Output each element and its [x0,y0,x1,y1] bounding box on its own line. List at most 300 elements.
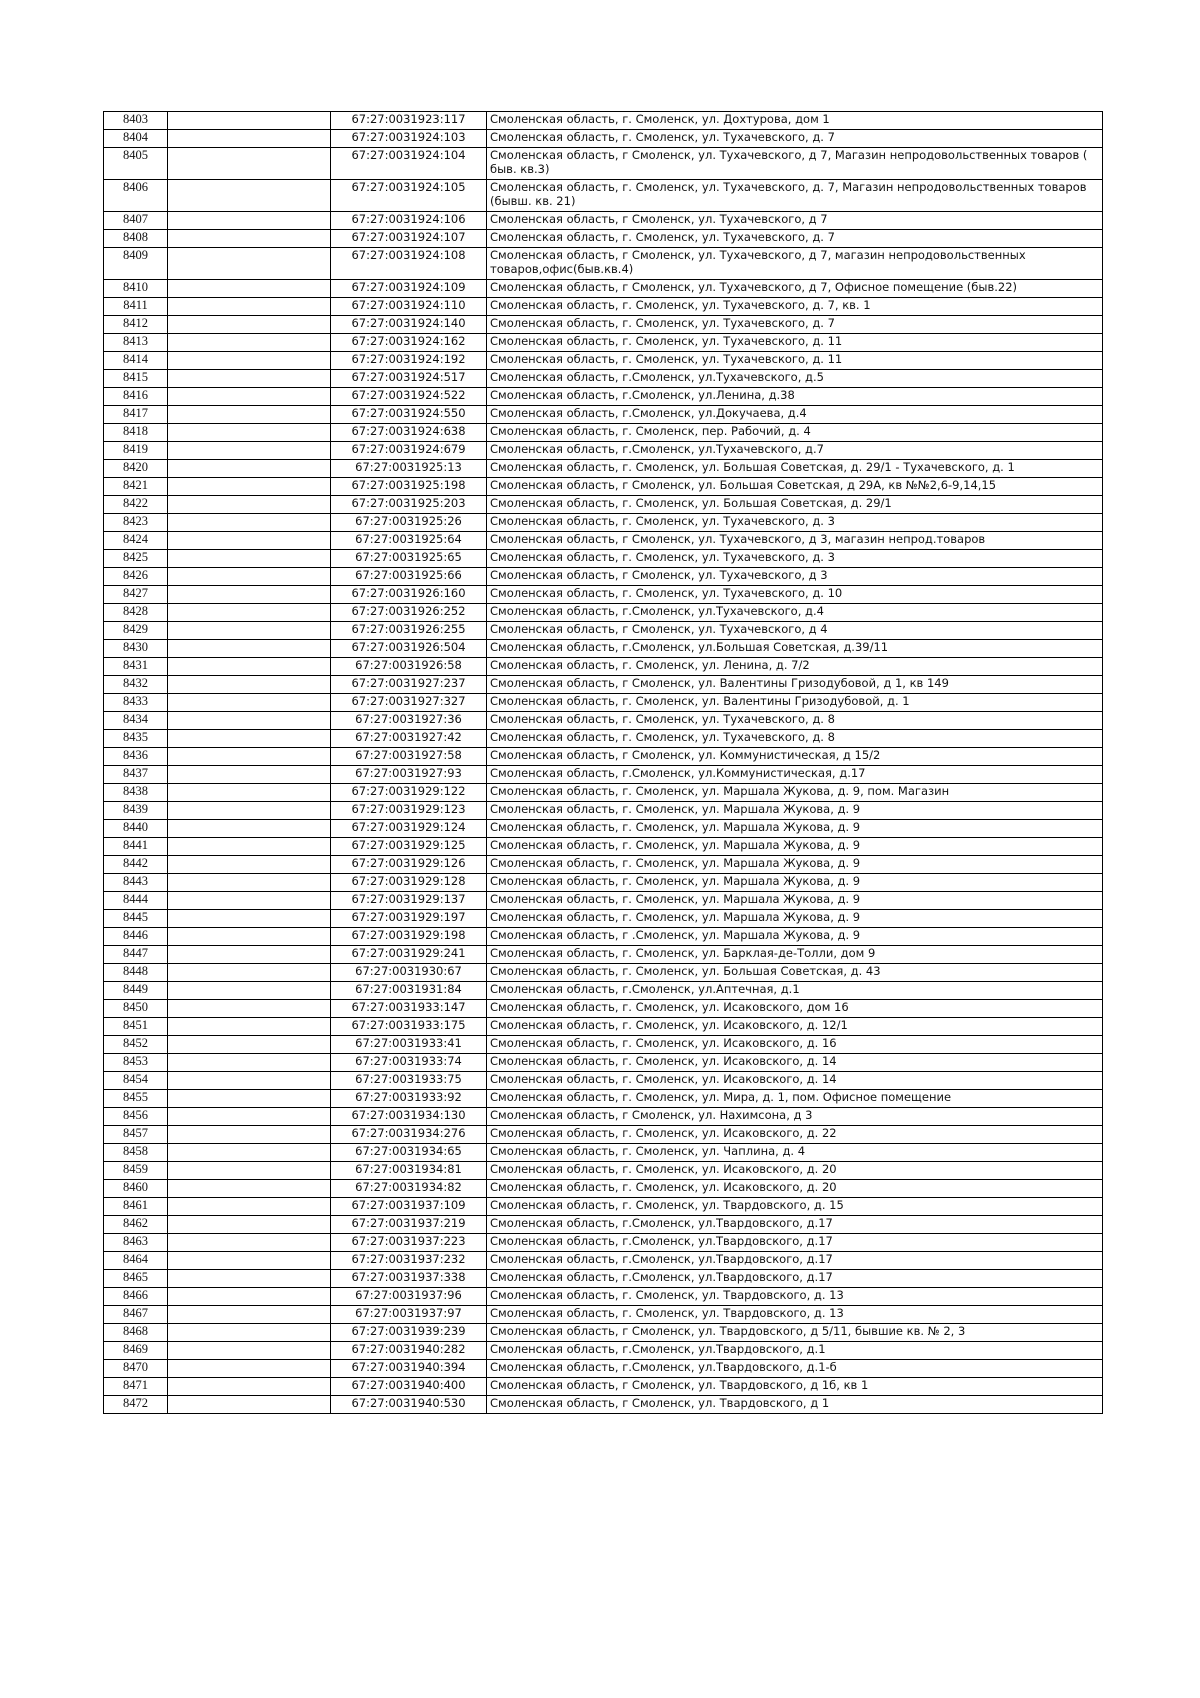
empty-cell [168,212,331,230]
cadastral-number-cell: 67:27:0031924:522 [331,388,487,406]
row-number-cell: 8414 [104,352,168,370]
address-cell: Смоленская область, г. Смоленск, ул. Маршала Жукова, д. 9 [487,910,1103,928]
row-number-cell: 8460 [104,1180,168,1198]
table-row [104,748,1103,766]
table-row [104,352,1103,370]
cadastral-number-cell: 67:27:0031924:638 [331,424,487,442]
address-cell: Смоленская область, г. Смоленск, ул. Большая Советская, д. 29/1 [487,496,1103,514]
row-number-cell: 8445 [104,910,168,928]
row-number-cell: 8438 [104,784,168,802]
table-row [104,658,1103,676]
table-row [104,730,1103,748]
row-number-cell: 8461 [104,1198,168,1216]
empty-cell [168,1018,331,1036]
row-number-cell: 8407 [104,212,168,230]
address-cell: Смоленская область, г.Смоленск, ул.Большая Советская, д.39/11 [487,640,1103,658]
row-number-cell: 8432 [104,676,168,694]
cadastral-number-cell: 67:27:0031933:147 [331,1000,487,1018]
address-cell: Смоленская область, г. Смоленск, ул. Тухачевского, д. 11 [487,352,1103,370]
address-cell: Смоленская область, г. Смоленск, ул. Мира, д. 1, пом. Офисное помещение [487,1090,1103,1108]
table-row [104,676,1103,694]
empty-cell [168,1180,331,1198]
empty-cell [168,568,331,586]
address-cell: Смоленская область, г. Смоленск, ул. Большая Советская, д. 29/1 - Тухачевского, д. 1 [487,460,1103,478]
table-row [104,130,1103,148]
table-row [104,1396,1103,1414]
address-cell: Смоленская область, г.Смоленск, ул.Твардовского, д.1-б [487,1360,1103,1378]
address-cell: Смоленская область, г Смоленск, ул. Тухачевского, д 7 [487,212,1103,230]
address-cell: Смоленская область, г. Смоленск, ул. Дохтурова, дом 1 [487,112,1103,130]
cadastral-number-cell: 67:27:0031926:255 [331,622,487,640]
empty-cell [168,1306,331,1324]
row-number-cell: 8403 [104,112,168,130]
empty-cell [168,856,331,874]
table-row [104,568,1103,586]
empty-cell [168,1126,331,1144]
row-number-cell: 8419 [104,442,168,460]
cadastral-number-cell: 67:27:0031933:74 [331,1054,487,1072]
address-cell: Смоленская область, г Смоленск, ул. Валентины Гризодубовой, д 1, кв 149 [487,676,1103,694]
table-row [104,694,1103,712]
table-row [104,1072,1103,1090]
table-row [104,1054,1103,1072]
cadastral-number-cell: 67:27:0031940:400 [331,1378,487,1396]
address-cell: Смоленская область, г.Смоленск, ул.Тухачевского, д.5 [487,370,1103,388]
empty-cell [168,112,331,130]
table-row [104,1126,1103,1144]
cadastral-number-cell: 67:27:0031933:92 [331,1090,487,1108]
cadastral-number-cell: 67:27:0031940:282 [331,1342,487,1360]
empty-cell [168,910,331,928]
table-row [104,622,1103,640]
empty-cell [168,640,331,658]
row-number-cell: 8454 [104,1072,168,1090]
row-number-cell: 8452 [104,1036,168,1054]
cadastral-number-cell: 67:27:0031924:105 [331,180,487,212]
cadastral-number-cell: 67:27:0031929:198 [331,928,487,946]
empty-cell [168,1252,331,1270]
empty-cell [168,748,331,766]
row-number-cell: 8447 [104,946,168,964]
address-cell: Смоленская область, г.Смоленск, ул.Твардовского, д.17 [487,1234,1103,1252]
table-row [104,148,1103,180]
address-cell: Смоленская область, г Смоленск, ул. Твардовского, д 5/11, бывшие кв. № 2, 3 [487,1324,1103,1342]
empty-cell [168,946,331,964]
cadastral-number-cell: 67:27:0031929:122 [331,784,487,802]
empty-cell [168,838,331,856]
cadastral-number-cell: 67:27:0031937:338 [331,1270,487,1288]
address-cell: Смоленская область, г. Смоленск, ул. Исаковского, д. 14 [487,1072,1103,1090]
row-number-cell: 8440 [104,820,168,838]
address-cell: Смоленская область, г. Смоленск, ул. Тухачевского, д. 11 [487,334,1103,352]
address-cell: Смоленская область, г. Смоленск, ул. Маршала Жукова, д. 9 [487,802,1103,820]
table-row [104,1000,1103,1018]
table-row [104,1036,1103,1054]
row-number-cell: 8448 [104,964,168,982]
cadastral-number-cell: 67:27:0031925:198 [331,478,487,496]
cadastral-number-cell: 67:27:0031929:125 [331,838,487,856]
address-cell: Смоленская область, г.Смоленск, ул.Ленина, д.38 [487,388,1103,406]
cadastral-number-cell: 67:27:0031937:219 [331,1216,487,1234]
address-cell: Смоленская область, г Смоленск, ул. Твардовского, д 1 [487,1396,1103,1414]
row-number-cell: 8405 [104,148,168,180]
row-number-cell: 8411 [104,298,168,316]
empty-cell [168,982,331,1000]
table-row [104,1234,1103,1252]
address-cell: Смоленская область, г. Смоленск, ул. Маршала Жукова, д. 9 [487,874,1103,892]
cadastral-number-cell: 67:27:0031924:679 [331,442,487,460]
empty-cell [168,230,331,248]
cadastral-number-cell: 67:27:0031926:160 [331,586,487,604]
table-row [104,112,1103,130]
address-cell: Смоленская область, г. Смоленск, ул. Маршала Жукова, д. 9 [487,892,1103,910]
table-row [104,802,1103,820]
table-row [104,1306,1103,1324]
cadastral-number-cell: 67:27:0031924:517 [331,370,487,388]
row-number-cell: 8428 [104,604,168,622]
table-row [104,874,1103,892]
address-cell: Смоленская область, г. Смоленск, ул. Валентины Гризодубовой, д. 1 [487,694,1103,712]
table-row [104,1108,1103,1126]
cadastral-number-cell: 67:27:0031927:36 [331,712,487,730]
table-row [104,838,1103,856]
table-row [104,550,1103,568]
cadastral-number-cell: 67:27:0031937:109 [331,1198,487,1216]
row-number-cell: 8413 [104,334,168,352]
table-row [104,442,1103,460]
empty-cell [168,1054,331,1072]
row-number-cell: 8417 [104,406,168,424]
address-cell: Смоленская область, г.Смоленск, ул.Твардовского, д.17 [487,1270,1103,1288]
cadastral-number-cell: 67:27:0031925:26 [331,514,487,532]
address-cell: Смоленская область, г Смоленск, ул. Большая Советская, д 29А, кв №№2,6-9,14,15 [487,478,1103,496]
address-cell: Смоленская область, г. Смоленск, ул. Тухачевского, д. 7 [487,130,1103,148]
cadastral-number-cell: 67:27:0031924:550 [331,406,487,424]
row-number-cell: 8436 [104,748,168,766]
table-row [104,640,1103,658]
table-row [104,712,1103,730]
table-row [104,964,1103,982]
cadastral-number-cell: 67:27:0031926:58 [331,658,487,676]
property-table [103,111,1103,1414]
cadastral-number-cell: 67:27:0031924:109 [331,280,487,298]
cadastral-number-cell: 67:27:0031929:137 [331,892,487,910]
table-row [104,1288,1103,1306]
row-number-cell: 8469 [104,1342,168,1360]
row-number-cell: 8470 [104,1360,168,1378]
row-number-cell: 8418 [104,424,168,442]
table-row [104,928,1103,946]
table-row [104,460,1103,478]
empty-cell [168,1162,331,1180]
cadastral-number-cell: 67:27:0031929:241 [331,946,487,964]
empty-cell [168,676,331,694]
address-cell: Смоленская область, г .Смоленск, ул. Маршала Жукова, д. 9 [487,928,1103,946]
address-cell: Смоленская область, г Смоленск, ул. Тухачевского, д 3, магазин непрод.товаров [487,532,1103,550]
row-number-cell: 8435 [104,730,168,748]
table-row [104,1144,1103,1162]
table-row [104,1180,1103,1198]
empty-cell [168,1072,331,1090]
table-row [104,180,1103,212]
address-cell: Смоленская область, г Смоленск, ул. Нахимсона, д 3 [487,1108,1103,1126]
empty-cell [168,604,331,622]
table-row [104,230,1103,248]
address-cell: Смоленская область, г. Смоленск, ул. Маршала Жукова, д. 9 [487,838,1103,856]
empty-cell [168,1360,331,1378]
empty-cell [168,388,331,406]
empty-cell [168,1036,331,1054]
cadastral-number-cell: 67:27:0031924:162 [331,334,487,352]
row-number-cell: 8471 [104,1378,168,1396]
empty-cell [168,180,331,212]
table-row [104,910,1103,928]
row-number-cell: 8412 [104,316,168,334]
cadastral-number-cell: 67:27:0031924:110 [331,298,487,316]
empty-cell [168,784,331,802]
property-table-body [104,112,1103,1414]
empty-cell [168,586,331,604]
cadastral-number-cell: 67:27:0031937:96 [331,1288,487,1306]
cadastral-number-cell: 67:27:0031926:252 [331,604,487,622]
address-cell: Смоленская область, г Смоленск, ул. Тухачевского, д 3 [487,568,1103,586]
table-row [104,766,1103,784]
address-cell: Смоленская область, г. Смоленск, ул. Исаковского, д. 20 [487,1180,1103,1198]
empty-cell [168,316,331,334]
cadastral-number-cell: 67:27:0031927:58 [331,748,487,766]
address-cell: Смоленская область, г Смоленск, ул. Коммунистическая, д 15/2 [487,748,1103,766]
table-row [104,514,1103,532]
empty-cell [168,550,331,568]
row-number-cell: 8433 [104,694,168,712]
cadastral-number-cell: 67:27:0031937:232 [331,1252,487,1270]
cadastral-number-cell: 67:27:0031940:530 [331,1396,487,1414]
table-row [104,388,1103,406]
cadastral-number-cell: 67:27:0031939:239 [331,1324,487,1342]
row-number-cell: 8467 [104,1306,168,1324]
empty-cell [168,964,331,982]
row-number-cell: 8462 [104,1216,168,1234]
address-cell: Смоленская область, г.Смоленск, ул.Докучаева, д.4 [487,406,1103,424]
empty-cell [168,1108,331,1126]
cadastral-number-cell: 67:27:0031934:130 [331,1108,487,1126]
row-number-cell: 8458 [104,1144,168,1162]
empty-cell [168,1378,331,1396]
empty-cell [168,1288,331,1306]
empty-cell [168,1270,331,1288]
address-cell: Смоленская область, г. Смоленск, ул. Барклая-де-Толли, дом 9 [487,946,1103,964]
row-number-cell: 8408 [104,230,168,248]
empty-cell [168,248,331,280]
address-cell: Смоленская область, г Смоленск, ул. Твардовского, д 1б, кв 1 [487,1378,1103,1396]
address-cell: Смоленская область, г. Смоленск, ул. Тухачевского, д. 7, Магазин непродовольственных товаров (бывш. кв. 21) [487,180,1103,212]
empty-cell [168,712,331,730]
row-number-cell: 8421 [104,478,168,496]
row-number-cell: 8424 [104,532,168,550]
address-cell: Смоленская область, г. Смоленск, ул. Исаковского, д. 14 [487,1054,1103,1072]
table-row [104,856,1103,874]
empty-cell [168,1144,331,1162]
address-cell: Смоленская область, г. Смоленск, ул. Тухачевского, д. 8 [487,712,1103,730]
table-row [104,586,1103,604]
address-cell: Смоленская область, г. Смоленск, ул. Тухачевского, д. 10 [487,586,1103,604]
cadastral-number-cell: 67:27:0031929:126 [331,856,487,874]
table-row [104,784,1103,802]
address-cell: Смоленская область, г Смоленск, ул. Тухачевского, д 4 [487,622,1103,640]
row-number-cell: 8455 [104,1090,168,1108]
row-number-cell: 8463 [104,1234,168,1252]
table-row [104,496,1103,514]
row-number-cell: 8410 [104,280,168,298]
row-number-cell: 8437 [104,766,168,784]
empty-cell [168,928,331,946]
cadastral-number-cell: 67:27:0031925:203 [331,496,487,514]
empty-cell [168,1000,331,1018]
table-row [104,1342,1103,1360]
table-row [104,424,1103,442]
empty-cell [168,130,331,148]
address-cell: Смоленская область, г. Смоленск, пер. Рабочий, д. 4 [487,424,1103,442]
row-number-cell: 8446 [104,928,168,946]
cadastral-number-cell: 67:27:0031933:75 [331,1072,487,1090]
empty-cell [168,478,331,496]
table-row [104,1018,1103,1036]
cadastral-number-cell: 67:27:0031933:175 [331,1018,487,1036]
row-number-cell: 8459 [104,1162,168,1180]
empty-cell [168,148,331,180]
address-cell: Смоленская область, г. Смоленск, ул. Исаковского, д. 22 [487,1126,1103,1144]
empty-cell [168,874,331,892]
address-cell: Смоленская область, г. Смоленск, ул. Тухачевского, д. 7, кв. 1 [487,298,1103,316]
table-row [104,406,1103,424]
table-row [104,1270,1103,1288]
row-number-cell: 8450 [104,1000,168,1018]
row-number-cell: 8434 [104,712,168,730]
empty-cell [168,1324,331,1342]
address-cell: Смоленская область, г.Смоленск, ул.Тухачевского, д.7 [487,442,1103,460]
address-cell: Смоленская область, г. Смоленск, ул. Ленина, д. 7/2 [487,658,1103,676]
empty-cell [168,406,331,424]
cadastral-number-cell: 67:27:0031927:327 [331,694,487,712]
row-number-cell: 8465 [104,1270,168,1288]
empty-cell [168,370,331,388]
cadastral-number-cell: 67:27:0031925:65 [331,550,487,568]
table-row [104,532,1103,550]
empty-cell [168,532,331,550]
empty-cell [168,1396,331,1414]
empty-cell [168,496,331,514]
cadastral-number-cell: 67:27:0031926:504 [331,640,487,658]
table-row [104,1324,1103,1342]
row-number-cell: 8453 [104,1054,168,1072]
table-row [104,280,1103,298]
table-row [104,982,1103,1000]
address-cell: Смоленская область, г. Смоленск, ул. Тухачевского, д. 7 [487,316,1103,334]
table-row [104,604,1103,622]
row-number-cell: 8472 [104,1396,168,1414]
table-row [104,820,1103,838]
empty-cell [168,280,331,298]
empty-cell [168,694,331,712]
cadastral-number-cell: 67:27:0031923:117 [331,112,487,130]
empty-cell [168,352,331,370]
row-number-cell: 8426 [104,568,168,586]
row-number-cell: 8444 [104,892,168,910]
table-row [104,1198,1103,1216]
table-row [104,1252,1103,1270]
cadastral-number-cell: 67:27:0031924:140 [331,316,487,334]
row-number-cell: 8415 [104,370,168,388]
empty-cell [168,460,331,478]
cadastral-number-cell: 67:27:0031940:394 [331,1360,487,1378]
address-cell: Смоленская область, г.Смоленск, ул.Аптечная, д.1 [487,982,1103,1000]
empty-cell [168,1342,331,1360]
table-row [104,1090,1103,1108]
row-number-cell: 8468 [104,1324,168,1342]
address-cell: Смоленская область, г.Смоленск, ул.Тухачевского, д.4 [487,604,1103,622]
empty-cell [168,802,331,820]
empty-cell [168,766,331,784]
table-row [104,478,1103,496]
address-cell: Смоленская область, г. Смоленск, ул. Маршала Жукова, д. 9 [487,820,1103,838]
row-number-cell: 8431 [104,658,168,676]
address-cell: Смоленская область, г.Смоленск, ул.Твардовского, д.17 [487,1252,1103,1270]
table-row [104,334,1103,352]
row-number-cell: 8457 [104,1126,168,1144]
row-number-cell: 8422 [104,496,168,514]
row-number-cell: 8427 [104,586,168,604]
cadastral-number-cell: 67:27:0031924:192 [331,352,487,370]
empty-cell [168,730,331,748]
cadastral-number-cell: 67:27:0031924:107 [331,230,487,248]
table-row [104,1216,1103,1234]
empty-cell [168,658,331,676]
cadastral-number-cell: 67:27:0031929:197 [331,910,487,928]
row-number-cell: 8420 [104,460,168,478]
cadastral-number-cell: 67:27:0031929:128 [331,874,487,892]
cadastral-number-cell: 67:27:0031925:13 [331,460,487,478]
cadastral-number-cell: 67:27:0031930:67 [331,964,487,982]
cadastral-number-cell: 67:27:0031937:97 [331,1306,487,1324]
cadastral-number-cell: 67:27:0031927:93 [331,766,487,784]
address-cell: Смоленская область, г.Смоленск, ул.Коммунистическая, д.17 [487,766,1103,784]
row-number-cell: 8449 [104,982,168,1000]
address-cell: Смоленская область, г. Смоленск, ул. Тухачевского, д. 3 [487,550,1103,568]
address-cell: Смоленская область, г. Смоленск, ул. Исаковского, д. 12/1 [487,1018,1103,1036]
table-row [104,212,1103,230]
cadastral-number-cell: 67:27:0031924:106 [331,212,487,230]
empty-cell [168,1216,331,1234]
empty-cell [168,334,331,352]
address-cell: Смоленская область, г. Смоленск, ул. Исаковского, д. 20 [487,1162,1103,1180]
table-row [104,248,1103,280]
row-number-cell: 8442 [104,856,168,874]
table-row [104,946,1103,964]
address-cell: Смоленская область, г. Смоленск, ул. Тухачевского, д. 8 [487,730,1103,748]
address-cell: Смоленская область, г. Смоленск, ул. Маршала Жукова, д. 9 [487,856,1103,874]
table-row [104,1360,1103,1378]
cadastral-number-cell: 67:27:0031927:237 [331,676,487,694]
address-cell: Смоленская область, г. Смоленск, ул. Маршала Жукова, д. 9, пом. Магазин [487,784,1103,802]
address-cell: Смоленская область, г. Смоленск, ул. Исаковского, дом 16 [487,1000,1103,1018]
address-cell: Смоленская область, г.Смоленск, ул.Твардовского, д.17 [487,1216,1103,1234]
address-cell: Смоленская область, г. Смоленск, ул. Исаковского, д. 16 [487,1036,1103,1054]
cadastral-number-cell: 67:27:0031934:82 [331,1180,487,1198]
row-number-cell: 8466 [104,1288,168,1306]
cadastral-number-cell: 67:27:0031933:41 [331,1036,487,1054]
address-cell: Смоленская область, г.Смоленск, ул.Твардовского, д.1 [487,1342,1103,1360]
empty-cell [168,424,331,442]
